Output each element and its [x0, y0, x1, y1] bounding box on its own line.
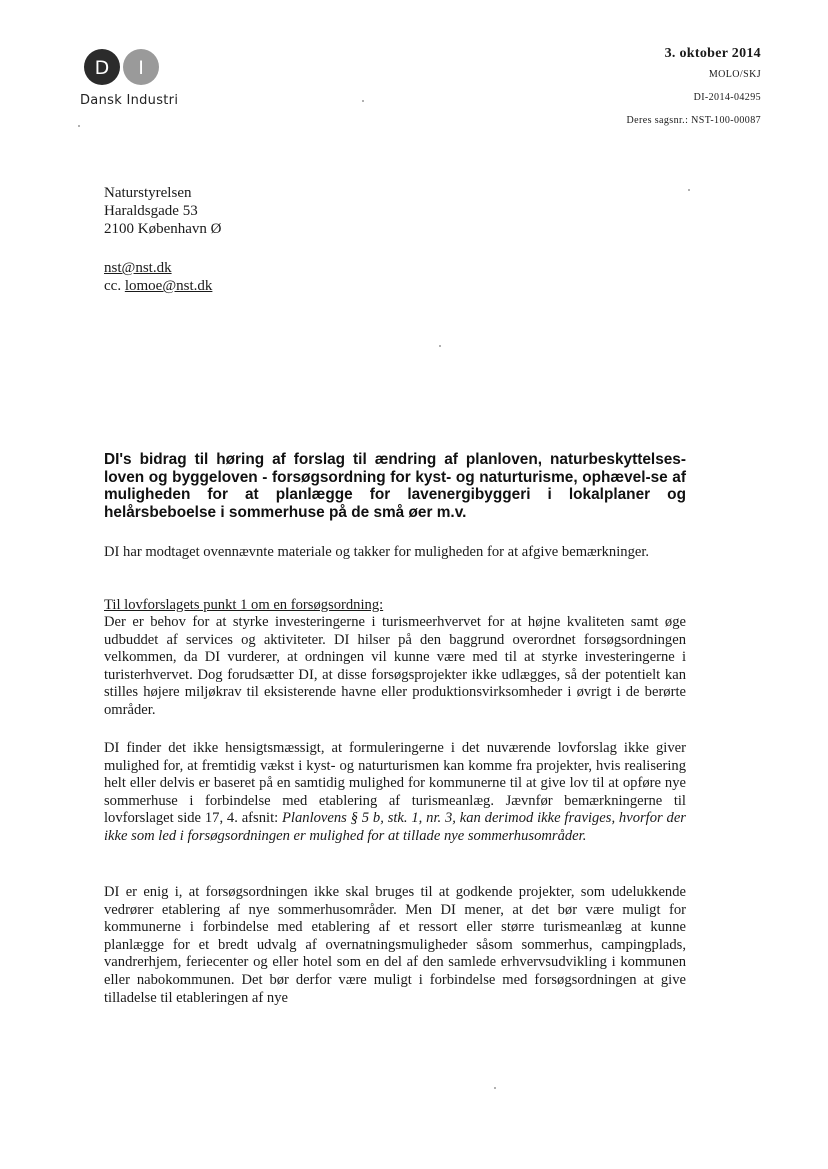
recipient-name: Naturstyrelsen — [104, 185, 192, 201]
recipient-email-link[interactable]: nst@nst.dk — [104, 260, 172, 276]
section-title: Til lovforslagets punkt 1 om en forsøgsordning: — [104, 597, 384, 613]
scan-speck — [439, 345, 441, 347]
body-paragraph-2 — [104, 740, 686, 846]
letter-meta — [627, 44, 761, 132]
logo-letter-d: D — [94, 57, 110, 79]
scan-speck — [362, 100, 364, 102]
organization-name: Dansk Industri — [80, 93, 179, 108]
body-paragraph-1: Der er behov for at styrke investeringerne i turismeerhvervet for at højne kvaliteten samt øge udbuddet af services og aktiviteter. DI hilser på den baggrund overordnet forsøgsordningen velkommen, da DI vurderer, at ordningen vil kunne være med til at styrke investeringerne i turisterhvervet. Dog forudsætter DI, at disse forsøgsprojekter ikke udlægges, så der potentielt kan stilles højere miljøkrav til eksisterende havne eller produktionsvirksomheder i øvrigt i de berørte områder. — [104, 614, 686, 718]
letter-reference: DI-2014-04295 — [693, 92, 761, 103]
di-logo — [80, 49, 200, 113]
scan-speck — [494, 1087, 496, 1089]
body-paragraph-3: DI er enig i, at forsøgsordningen ikke skal bruges til at godkende projekter, som udelukkende vedrører etablering af nye sommerhusområder. Men DI mener, at det bør være muligt for kommunerne i forbindelse med etablering af et ressort eller større turismeanlæg at kunne planlægge for et bredt udvalg af overnatningsmuligheder såsom sommerhus, campingplads, vandrerhjem, feriecenter og eller hotel som en del af den samlede erhvervsudvikling i kommunen eller nabokommunen. Det bør derfor være muligt i forbindelse med forsøgsordningen at give tilladelse til etableringen af nye — [104, 884, 686, 1006]
recipient-street: Haraldsgade 53 — [104, 203, 198, 219]
intro-paragraph: DI har modtaget ovennævnte materiale og takker for muligheden for at afgive bemærkninger. — [104, 544, 650, 560]
case-number-line — [627, 109, 761, 132]
case-number-label: Deres sagsnr.: — [626, 115, 689, 126]
recipient-city: 2100 København Ø — [104, 221, 222, 237]
logo-letter-i: I — [138, 57, 144, 79]
letter-date: 3. oktober 2014 — [664, 46, 761, 61]
recipient-address — [104, 184, 221, 238]
letter-heading: DI's bidrag til høring af forslag til ændring af planloven, naturbeskyttelses-loven og byggeloven - forsøgsordning for kyst- og naturturisme, ophævel-se af muligheden for at planlægge for lavenergibyggeri i lokalplaner og helårsbeboelse i sommerhuse på de små øer m.v. — [104, 451, 686, 521]
recipient-contacts — [104, 259, 212, 295]
letter-initials: MOLO/SKJ — [708, 69, 761, 80]
scan-speck — [688, 189, 690, 191]
cc-email-link[interactable]: lomoe@nst.dk — [124, 278, 213, 294]
paragraph-2-text: DI finder det ikke hensigtsmæssigt, at formuleringerne i det nuværende lovforslag ikke giver mulighed for, at fremtidig vækst i kyst- og naturturismen kan komme fra projekter, hvis realisering helt eller delvis er baseret på en samtidig mulighed for kommunerne til at give lov til at opføre nye sommerhuse i forbindelse med etablering af turismeanlæg. Jævnfør bemærkningerne til lovforslaget side 17, 4. afsnit: — [104, 740, 686, 827]
cc-prefix: cc. — [104, 278, 122, 294]
quoted-law-text: Planlovens § 5 b, stk. 1, nr. 3, kan derimod ikke fraviges, hvorfor der ikke som led i forsøgsordningen er mulighed for at tillade nye sommerhusområder. — [104, 810, 686, 844]
di-logo-mark — [83, 49, 163, 85]
case-number-value: NST-100-00087 — [691, 115, 761, 126]
scan-speck — [78, 125, 80, 127]
